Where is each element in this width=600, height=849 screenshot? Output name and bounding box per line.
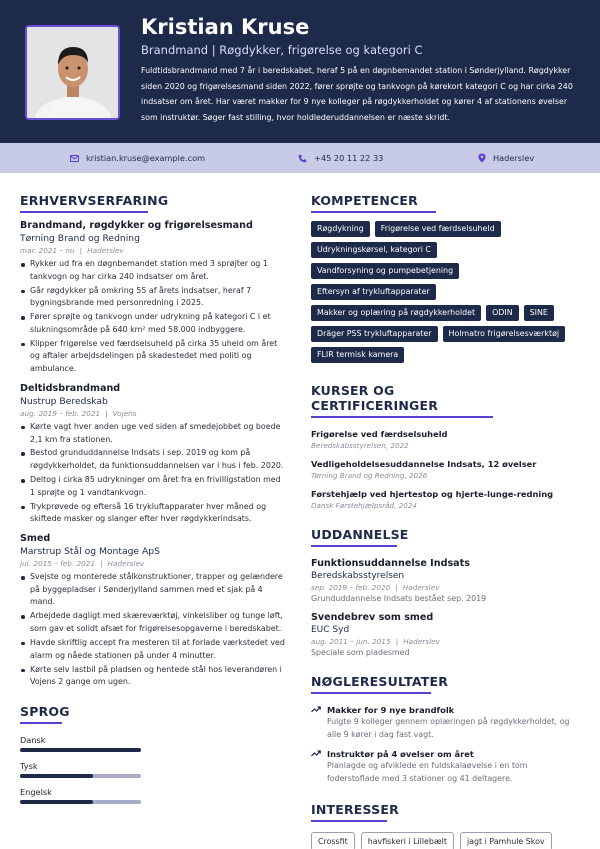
job-dates: aug. 2019 – feb. 2021 — [20, 408, 101, 418]
language-level-fill — [20, 774, 93, 778]
job-dates: mar. 2021 – nu — [20, 246, 75, 255]
section-title-languages: SPROG — [20, 704, 62, 724]
job-bullet: Klipper frigørelse ved færdselsuheld på cirka 35 uheld om året og aftaler arbejdsdelingen på skadestedet med politi og ambulance. — [20, 338, 288, 376]
right-column — [311, 190, 581, 849]
contact-location-text: Haderslev — [493, 153, 535, 163]
education-location: Haderslev — [403, 637, 440, 646]
meta-separator: | — [105, 408, 108, 418]
job-bullet: Kørte selv lastbil på pladsen og hentede stål hos leverandøren i Vojens 2 gange om ugen. — [20, 664, 288, 689]
meta-separator: | — [100, 559, 103, 569]
section-title-education: UDDANNELSE — [311, 527, 397, 547]
phone-icon — [298, 154, 307, 163]
interest-tag: Crossfit — [311, 832, 355, 849]
skill-tag: Vandforsyning og pumpebetjening — [311, 263, 459, 279]
language-item — [20, 786, 288, 804]
job-bullet: Trykprøvede og efterså 16 trykluftapparater hver måned og skiftede masker og slanger efter hver røgdykkerindsats. — [20, 501, 288, 526]
course-title: Vedligeholdelsesuddannelse Indsats, 12 øvelser — [311, 459, 537, 469]
skill-tag: FLIR termisk kamera — [311, 347, 404, 363]
course-meta: Dansk Førstehjælpsråd, 2024 — [311, 501, 417, 510]
section-title-interests: INTERESSER — [311, 802, 387, 822]
skill-tag: Holmatro frigørelsesværktøj — [443, 326, 566, 342]
job-title: Smed — [20, 533, 51, 545]
experience-entry — [20, 219, 288, 376]
section-title-courses: KURSER OG CERTIFICERINGER — [311, 383, 493, 418]
job-bullets — [20, 421, 288, 526]
job-meta — [20, 245, 288, 257]
job-bullet: Rykker ud fra en døgnbemandet station med 3 sprøjter og 1 tankvogn og har cirka 240 indsatser om året. — [20, 258, 288, 283]
achievement-description: Planlagde og afviklede en fuldskalaøvelse i en tom foderstoflade med 3 stationer og 41 deltagere. — [327, 761, 528, 784]
education-school: Beredskabsstyrelsen — [311, 571, 405, 581]
course-entry — [311, 458, 581, 481]
education-description: Speciale som pladesmed — [311, 648, 410, 657]
job-company: Nustrup Beredskab — [20, 395, 108, 407]
course-title: Frigørelse ved færdselsuheld — [311, 429, 448, 439]
education-list — [311, 557, 581, 659]
candidate-name: Kristian Kruse — [141, 15, 310, 39]
skill-tag: Makker og oplæring på røgdykkerholdet — [311, 305, 481, 321]
language-name: Engelsk — [20, 786, 52, 797]
left-column — [20, 190, 288, 812]
trend-up-icon — [311, 706, 321, 713]
language-level-fill — [20, 748, 141, 752]
achievement-entry — [311, 748, 581, 785]
interest-tag: jagt i Pamhule Skov — [460, 832, 552, 849]
job-bullet: Bestod grunduddannelse Indsats i sep. 2019 og kom på røgdykkerholdet, da funktionsuddannelsen var i hus i feb. 2020. — [20, 447, 288, 472]
course-entry — [311, 428, 581, 451]
language-level-fill — [20, 800, 93, 804]
trend-up-icon — [311, 750, 321, 757]
language-level-bar — [20, 748, 141, 752]
education-entry — [311, 611, 581, 659]
course-title: Førstehjælp ved hjertestop og hjerte-lunge-redning — [311, 489, 554, 499]
skill-tag: Frigørelse ved færdselsuheld — [375, 221, 501, 237]
achievement-list — [311, 704, 581, 786]
experience-entry — [20, 382, 288, 526]
education-location: Haderslev — [402, 583, 440, 592]
course-meta: Tørning Brand og Redning, 2026 — [311, 471, 428, 480]
course-meta: Beredskabsstyrelsen, 2022 — [311, 441, 409, 450]
achievement-entry — [311, 704, 581, 741]
job-meta — [20, 408, 288, 420]
skill-tag: ODIN — [486, 305, 519, 321]
job-location: Haderslev — [107, 559, 145, 569]
job-meta — [20, 558, 288, 570]
skill-tag: Røgdykning — [311, 221, 370, 237]
job-bullets — [20, 571, 288, 689]
job-dates: jul. 2015 – feb. 2021 — [20, 559, 96, 569]
education-dates: sep. 2019 – feb. 2020 — [311, 583, 391, 592]
achievement-title: Makker for 9 nye brandfolk — [327, 705, 455, 715]
education-meta — [311, 636, 581, 647]
profile-photo — [25, 25, 120, 120]
profile-summary: Fuldtidsbrandmand med 7 år i beredskabet, heraf 5 på en døgnbemandet station i Sønderjylland. Røgdykker siden 2020 og frigørelsesmand siden 2022, fører sprøjte og tankvogn på kørekort kategori C og har cirka 240 indsatser om året. Har været makker for 9 nye kolleger på røgdykkerholdet og kører 4 af stationens øvelser som instruktør. Søger fast stilling, hvor holdlederuddannelsen er næste skridt. — [141, 66, 573, 122]
job-bullet: Deltog i cirka 85 udrykninger om året fra en frivilligstation med 1 sprøjte og 1 vandtankvogn. — [20, 474, 288, 499]
section-title-skills: KOMPETENCER — [311, 193, 436, 213]
contact-email-text: kristian.kruse@example.com — [86, 153, 206, 163]
contact-location — [478, 143, 534, 173]
achievement-title: Instruktør på 4 øvelser om året — [327, 749, 474, 760]
education-entry — [311, 557, 581, 605]
education-dates: aug. 2011 – jun. 2015 — [311, 637, 391, 646]
skill-list — [311, 221, 581, 363]
job-bullet: Havde skriftlig accept fra mesteren til at forlade værkstedet ved alarm og nåede stationen på under 4 minutter. — [20, 637, 288, 662]
candidate-role: Brandmand | Røgdykker, frigørelse og kategori C — [141, 43, 423, 57]
skill-tag: Udrykningskørsel, kategori C — [311, 242, 437, 258]
job-bullet: Går røgdykker på omkring 55 af årets indsatser, heraf 7 bygningsbrande med personredning i 2025. — [20, 285, 288, 310]
section-title-experience: ERHVERVSERFARING — [20, 193, 148, 213]
mail-icon — [70, 155, 79, 162]
experience-entry — [20, 532, 288, 689]
skill-tag: Eftersyn af trykluftapparater — [311, 284, 436, 300]
interest-tag: havfiskeri i Lillebælt — [361, 832, 454, 849]
skill-tag: SINE — [524, 305, 554, 321]
language-list — [20, 734, 288, 804]
education-title: Funktionsuddannelse Indsats — [311, 558, 470, 569]
skill-tag: Dräger PSS trykluftapparater — [311, 326, 438, 342]
education-description: Grunduddannelse Indsats bestået sep. 2019 — [311, 594, 487, 603]
location-pin-icon — [478, 153, 486, 163]
language-item — [20, 760, 288, 778]
course-entry — [311, 488, 581, 511]
resume-header — [0, 0, 600, 143]
job-bullet: Svejste og monterede stålkonstruktioner, trapper og gelændere på byggepladser i Sønderjylland sammen med et sjak på 4 mand. — [20, 571, 288, 609]
job-location: Vojens — [112, 408, 137, 418]
job-bullet: Kørte vagt hver anden uge ved siden af smedejobbet og boede 2,1 km fra stationen. — [20, 421, 288, 446]
job-title: Deltidsbrandmand — [20, 382, 121, 394]
language-name: Tysk — [20, 760, 38, 771]
course-list — [311, 428, 581, 511]
interest-list — [311, 832, 581, 849]
achievement-description: Fulgte 9 kolleger gennem oplæringen på røgdykkerholdet, og alle 9 kører i dag fast vagt. — [327, 717, 570, 739]
meta-separator: | — [79, 246, 83, 255]
contact-bar — [0, 143, 600, 173]
experience-list — [20, 219, 288, 689]
job-bullet: Arbejdede dagligt med skæreværktøj, vinkelsliber og tunge løft, som gav et solidt afsæt for frigørelsesopgaverne i beredskabet. — [20, 610, 288, 635]
profile-photo-image — [27, 27, 118, 118]
language-level-bar — [20, 800, 141, 804]
job-title: Brandmand, røgdykker og frigørelsesmand — [20, 220, 253, 231]
contact-phone-text: +45 20 11 22 33 — [314, 153, 384, 163]
education-title: Svendebrev som smed — [311, 612, 434, 623]
education-meta — [311, 582, 581, 593]
job-bullets — [20, 258, 288, 376]
language-name: Dansk — [20, 734, 46, 745]
job-company: Marstrup Stål og Montage ApS — [20, 546, 160, 558]
section-title-achievements: NØGLERESULTATER — [311, 674, 431, 694]
job-bullet: Fører sprøjte og tankvogn under udrykning på kategori C i et slukningsområde på 640 km² med 58.000 indbyggere. — [20, 311, 288, 336]
job-location: Haderslev — [87, 246, 124, 255]
meta-separator: | — [395, 583, 398, 592]
job-company: Tørning Brand og Redning — [20, 233, 140, 244]
meta-separator: | — [395, 637, 399, 646]
language-item — [20, 734, 288, 752]
contact-email[interactable] — [70, 143, 205, 173]
education-school: EUC Syd — [311, 625, 350, 635]
language-level-bar — [20, 774, 141, 778]
contact-phone[interactable] — [298, 143, 383, 173]
